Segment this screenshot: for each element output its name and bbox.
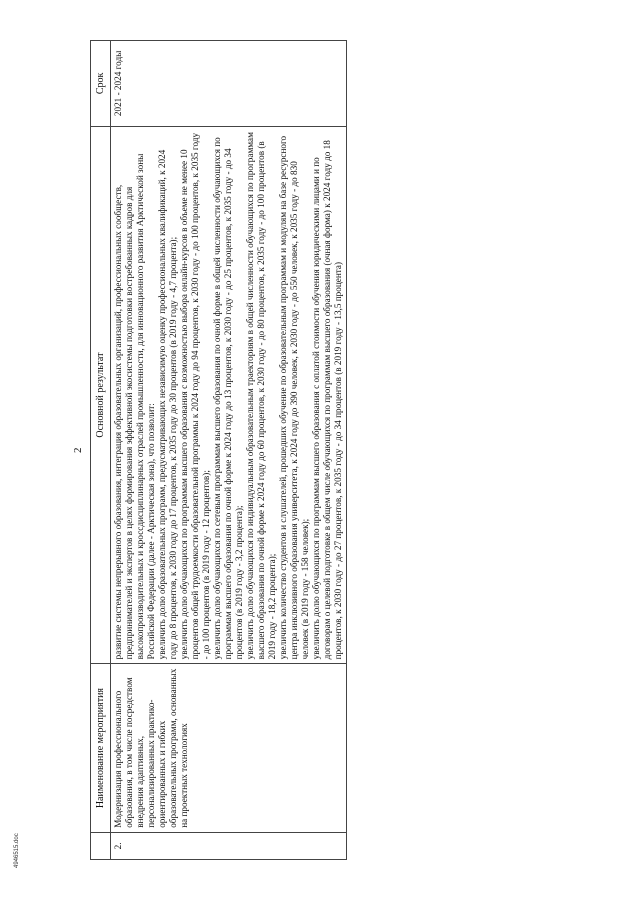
- table-header-row: [91, 41, 111, 860]
- row-number: 2.: [111, 832, 347, 859]
- result-paragraph: увеличить долю обучающихся по программам высшего образования с оплатой стоимости обучения юридическими лицами и по договорам о целевой подготовке в общем числе обучающихся по программам высшего образования (очная форма) к 2024 году до 18 процентов, к 2030 году - до 27 процентов, к 2035 году - до 34 процентов (в 2019 году - 13,5 процента): [311, 140, 343, 660]
- header-name: Наименование мероприятия: [91, 664, 111, 832]
- header-number: [91, 832, 111, 859]
- header-result: Основной результат: [91, 126, 111, 664]
- result-paragraph: увеличить долю обучающихся по индивидуальным образовательным траекториям в общей численности обучающихся по программам высшего образования по очной форме к 2024 году до 60 процентов, к 2030 году - до 80 процентов, к 2035 году - до 100 процентов (в 2019 году - 18,2 процента);: [245, 132, 277, 660]
- result-paragraph: увеличить долю обучающихся по сетевым программам высшего образования по очной форме в общей численности обучающихся по программам высшего образования по очной форме к 2024 году до 13 процентов, к 2030 году - до 25 процентов, к 2035 году - до 34 процентов (в 2019 году - 3,2 процента);: [212, 137, 244, 660]
- document-code: 4946515.doc: [14, 833, 20, 868]
- page-number: 2: [72, 447, 84, 453]
- row-term: 2021 - 2024 годы: [111, 41, 347, 127]
- rotated-page: [90, 40, 540, 860]
- result-paragraph: увеличить количество студентов и слушателей, прошедших обучение по образовательным программам и модулям на базе ресурсного центра инклюзивного образования университета, к 2024 году до 390 человек, к 2030 году - до 550 человек, к 2035 году - до 830 человек (в 2019 году - 158 человек);: [278, 135, 310, 660]
- result-paragraph: увеличить долю обучающихся по программам высшего образования с возможностью выбора онлайн-курсов в объеме не менее 10 процентов общей трудоемкости образовательной программы к 2024 году до 94 процентов, к 2030 году - до 100 процентов, к 2035 году - до 100 процентов (в 2019 году - 12 процентов);: [179, 132, 211, 660]
- header-term: Срок: [91, 41, 111, 127]
- row-result: [111, 126, 347, 664]
- activities-table: [90, 40, 347, 860]
- table-row: [111, 41, 347, 860]
- result-paragraph: увеличить долю образовательных программ, предусматривающих независимую оценку профессиональных квалификаций, к 2024 году до 8 процентов, к 2030 году до 17 процентов, к 2035 году до 30 процентов (в 2019 году - 4,7 процента);: [157, 149, 178, 660]
- row-name: Модернизация профессионального образования, в том числе посредством внедрения адаптивных, персонализированных практико-ориентированных и гибких образовательных программ, основанных на проектных технологиях: [111, 664, 347, 832]
- result-paragraph: развитие системы непрерывного образования, интеграция образовательных организаций, профессиональных сообществ, предпринимателей и экспертов в целях формирования эффективной экосистемы подготовки востребованных кадров для высокопроизводительных и кроссдисциплинарных отраслей промышленности, для инновационного развития Арктической зоны Российской Федерации (далее - Арктическая зона), что позволит:: [113, 153, 156, 660]
